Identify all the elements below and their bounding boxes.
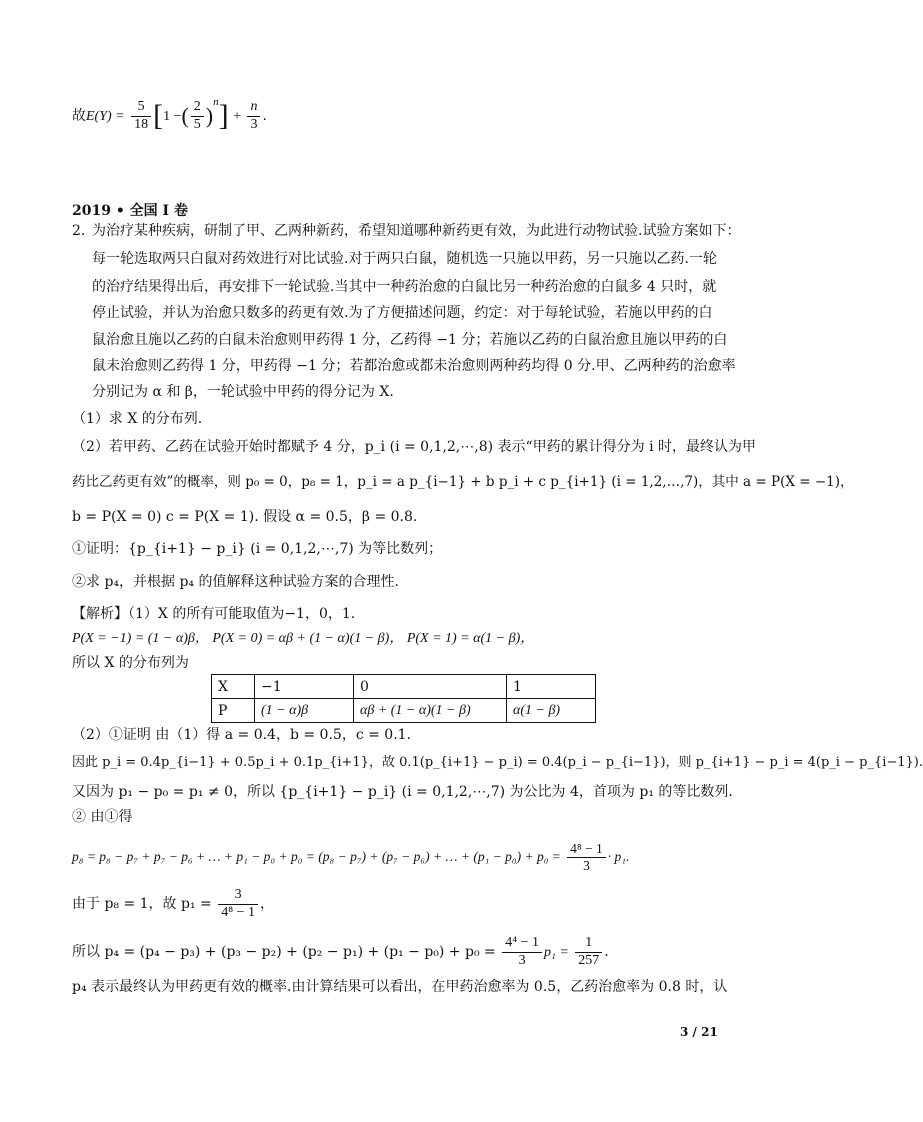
top-formula: 故E(Y) = $\frac{5}{18}$ [1 −( $\frac{2}{5}$ )$^n$] + $\frac{n}{3}$ . (72, 95, 267, 133)
table-cell: −1 (255, 675, 354, 699)
solution-head: 【解析】（1）X 的所有可能取值为−1，0，1. (72, 606, 356, 622)
fraction-2-5: $\frac{2}{5}$ (191, 100, 204, 132)
fraction-4pow8-3: $\frac{\text{4⁸ − 1}}{3}$ (567, 842, 606, 873)
problem-number: 2. (72, 223, 86, 239)
part2-line-3: 又因为 p₁ − p₀ = p₁ ≠ 0，所以 {p_{i+1} − p_i} (i = 0,1,2,⋯,7) 为公比为 4，首项为 p₁ 的等比数列. (72, 784, 733, 800)
sub-question-2: ②求 p₄，并根据 p₄ 的值解释这种试验方案的合理性. (72, 574, 399, 590)
table-cell: 0 (354, 675, 507, 699)
part2-line-4: ② 由①得 (72, 809, 133, 825)
problem-line-7: 分别记为 α 和 β，一轮试验中甲药的得分记为 X. (92, 384, 394, 400)
part2-line-1: （2）①证明 由（1）得 a = 0.4，b = 0.5，c = 0.1. (72, 727, 412, 743)
table-cell: X (212, 675, 255, 699)
table-row (212, 675, 596, 699)
last-line: p₄ 表示最终认为甲药更有效的概率.由计算结果可以看出，在甲药治愈率为 0.5，乙药治愈率为 0.8 时，认 (72, 979, 728, 995)
question-2-line-3: b = P(X = 0) c = P(X = 1). 假设 α = 0.5，β = 0.8. (72, 509, 418, 525)
table-row (212, 699, 596, 723)
fraction-3-4pow8: $\frac{3}{\text{4⁸ − 1}}$ (218, 888, 258, 920)
problem-line-3: 的治疗结果得出后，再安排下一轮试验.当其中一种药治愈的白鼠比另一种药治愈的白鼠多 4 只时，就 (92, 279, 717, 295)
equation-p8: p₈ = p₈ − p₇ + p₇ − p₆ + … + p₁ − p₀ + p₀ = (p₈ − p₇) + (p₇ − p₆) + … + (p₁ − p₀) + p₀ = $\frac{\text{4⁸ − 1}}{3}$ · p₁. (72, 841, 630, 874)
table-cell: α(1 − β) (507, 699, 596, 723)
equation-p1: 由于 p₈ = 1，故 p₁ = $\frac{3}{\text{4⁸ − 1}}$ ， (72, 887, 275, 920)
formula-prefix: 故 (72, 108, 86, 125)
table-cell: αβ + (1 − α)(1 − β) (354, 699, 507, 723)
probabilities-line: P(X = −1) = (1 − α)β， P(X = 0) = αβ + (1 − α)(1 − β)， P(X = 1) = α(1 − β)， (72, 631, 535, 646)
fraction-1-257: $\frac{1}{257}$ (575, 936, 602, 968)
question-2-line-1: （2）若甲药、乙药在试验开始时都赋予 4 分，p_i (i = 0,1,2,⋯,8) 表示“甲药的累计得分为 i 时，最终认为甲 (72, 439, 757, 455)
part2-line-2: 因此 p_i = 0.4p_{i−1} + 0.5p_i + 0.1p_{i+1}，故 0.1(p_{i+1} − p_i) = 0.4(p_i − p_{i−1})，则 p_{i+1} − p_i = 4(p_i − p_{i−1}). (72, 755, 923, 770)
formula-lhs: E(Y) = (86, 109, 125, 125)
distribution-table (211, 674, 596, 723)
problem-line-6: 鼠未治愈则乙药得 1 分，甲药得 −1 分；若都治愈或都未治愈则两种药均得 0 分.甲、乙两种药的治愈率 (92, 358, 736, 374)
table-cell: P (212, 699, 255, 723)
equation-p4: 所以 p₄ = (p₄ − p₃) + (p₃ − p₂) + (p₂ − p₁) + (p₁ − p₀) + p₀ = $\frac{\text{4⁴ − 1}}{3}$ p₁ = $\frac{1}{257}$ . (72, 935, 609, 968)
question-1: （1）求 X 的分布列. (72, 411, 203, 427)
fraction-n-3: $\frac{n}{3}$ (247, 100, 260, 132)
page-number: 3 / 21 (680, 1025, 718, 1039)
fraction-5-18: $\frac{5}{18}$ (131, 100, 151, 132)
problem-line-2: 每一轮选取两只白鼠对药效进行对比试验.对于两只白鼠，随机选一只施以甲药，另一只施以乙药.一轮 (92, 251, 717, 267)
table-cell: (1 − α)β (255, 699, 354, 723)
section-title: 2019 • 全国 I 卷 (72, 203, 188, 219)
fraction-4pow4-3: $\frac{\text{4⁴ − 1}}{3}$ (502, 936, 542, 968)
table-cell: 1 (507, 675, 596, 699)
sub-question-1: ①证明：{p_{i+1} − p_i} (i = 0,1,2,⋯,7) 为等比数列； (72, 541, 443, 557)
problem-line-4: 停止试验，并认为治愈只数多的药更有效.为了方便描述问题，约定：对于每轮试验，若施以甲药的白 (92, 305, 713, 321)
problem-line-5: 鼠治愈且施以乙药的白鼠未治愈则甲药得 1 分，乙药得 −1 分；若施以乙药的白鼠治愈且施以甲药的白 (92, 332, 728, 348)
distribution-intro: 所以 X 的分布列为 (72, 655, 189, 671)
problem-line-1: 为治疗某种疾病，研制了甲、乙两种新药，希望知道哪种新药更有效，为此进行动物试验.试验方案如下： (92, 223, 741, 239)
question-2-line-2: 药比乙药更有效”的概率，则 p₀ = 0，p₈ = 1，p_i = a p_{i−1} + b p_i + c p_{i+1} (i = 1,2,…,7)，其中 a = P(X = −1)， (72, 474, 854, 490)
